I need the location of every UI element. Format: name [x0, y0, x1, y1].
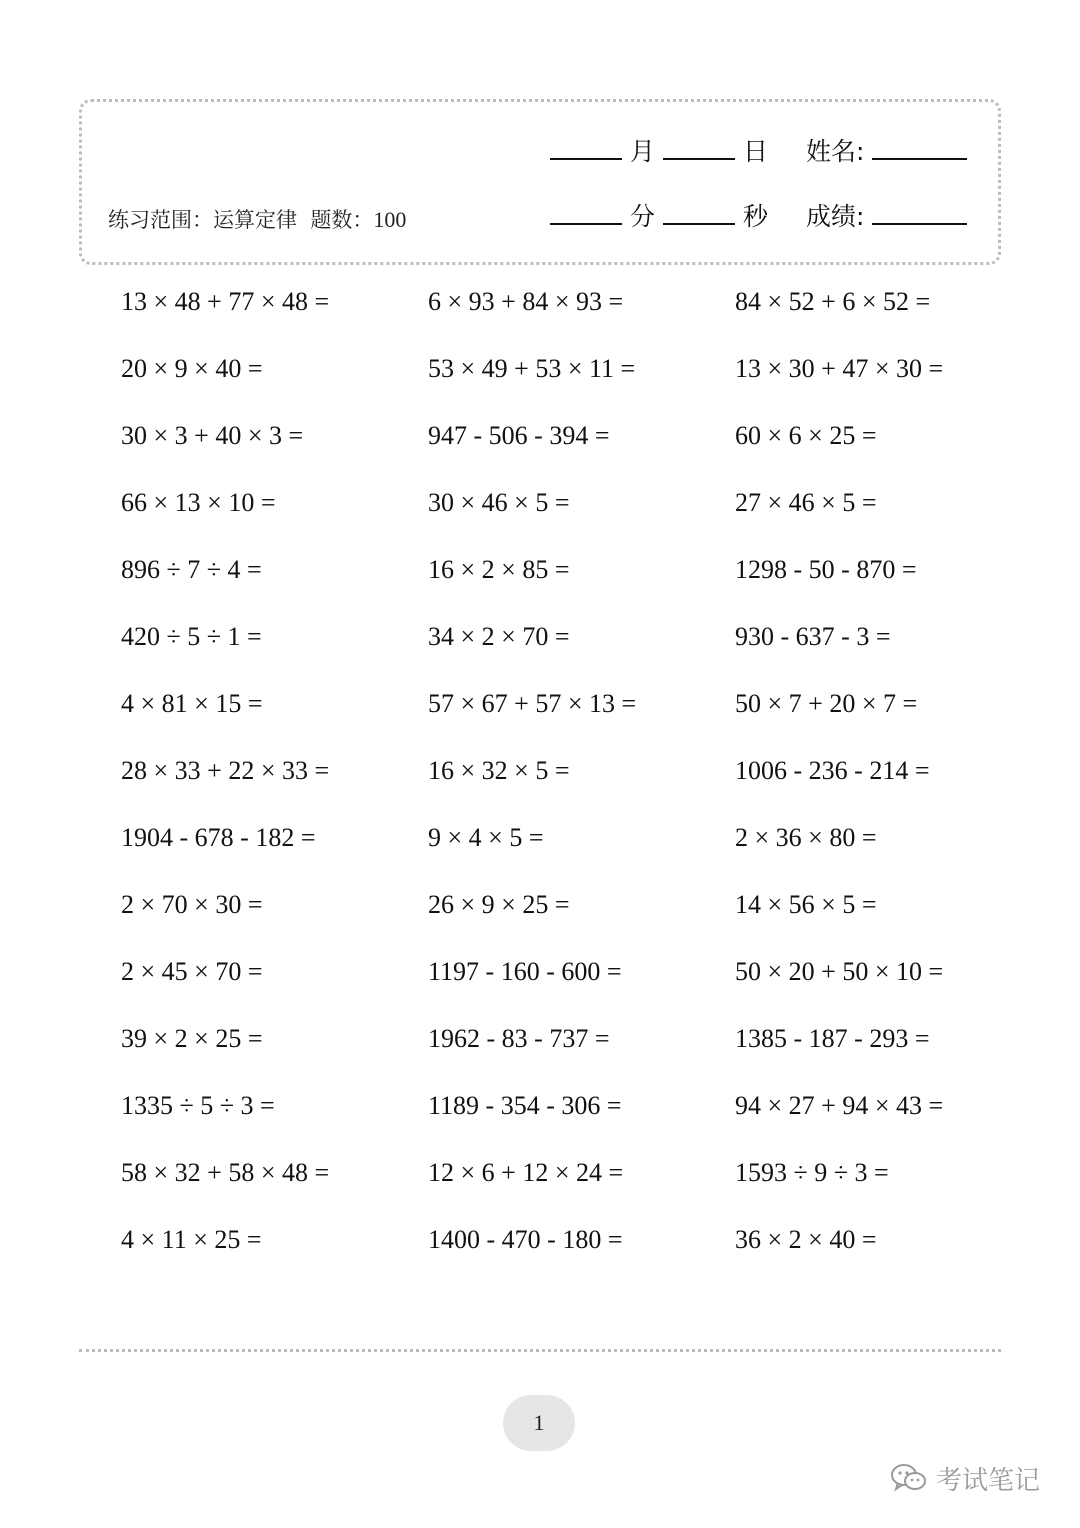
problem-item: 2 × 45 × 70 =: [121, 957, 263, 986]
day-label: 日: [743, 137, 769, 166]
minutes-label: 分: [630, 202, 656, 231]
page-number: 1: [503, 1395, 575, 1451]
problem-item: 1385 - 187 - 293 =: [735, 1024, 930, 1053]
problem-item: 1400 - 470 - 180 =: [428, 1225, 623, 1254]
problem-item: 12 × 6 + 12 × 24 =: [428, 1158, 624, 1187]
problem-item: 4 × 81 × 15 =: [121, 689, 263, 718]
problem-item: 57 × 67 + 57 × 13 =: [428, 689, 637, 718]
problem-item: 60 × 6 × 25 =: [735, 421, 877, 450]
scope-label: 练习范围：运算定律: [108, 208, 297, 232]
problem-item: 26 × 9 × 25 =: [428, 890, 570, 919]
problem-item: 30 × 3 + 40 × 3 =: [121, 421, 304, 450]
problem-item: 9 × 4 × 5 =: [428, 823, 544, 852]
watermark: [890, 1458, 1040, 1498]
count-label: 题数：: [310, 208, 374, 232]
problem-item: 2 × 36 × 80 =: [735, 823, 877, 852]
minutes-blank[interactable]: [550, 223, 622, 225]
worksheet-header: [79, 99, 1001, 265]
problem-item: 420 ÷ 5 ÷ 1 =: [121, 622, 262, 651]
problem-item: 28 × 33 + 22 × 33 =: [121, 756, 330, 785]
problem-item: 6 × 93 + 84 × 93 =: [428, 287, 624, 316]
month-label: 月: [630, 137, 656, 166]
wechat-icon: [890, 1462, 928, 1494]
problem-item: 1335 ÷ 5 ÷ 3 =: [121, 1091, 275, 1120]
problem-item: 53 × 49 + 53 × 11 =: [428, 354, 636, 383]
problem-item: 13 × 48 + 77 × 48 =: [121, 287, 330, 316]
seconds-blank[interactable]: [663, 223, 735, 225]
problem-item: 20 × 9 × 40 =: [121, 354, 263, 383]
problem-item: 34 × 2 × 70 =: [428, 622, 570, 651]
name-blank[interactable]: [872, 158, 967, 160]
problem-item: 1298 - 50 - 870 =: [735, 555, 917, 584]
problem-item: 930 - 637 - 3 =: [735, 622, 891, 651]
problem-item: 2 × 70 × 30 =: [121, 890, 263, 919]
problem-item: 896 ÷ 7 ÷ 4 =: [121, 555, 262, 584]
month-blank[interactable]: [550, 158, 622, 160]
problem-item: 1904 - 678 - 182 =: [121, 823, 316, 852]
problem-item: 36 × 2 × 40 =: [735, 1225, 877, 1254]
problem-item: 947 - 506 - 394 =: [428, 421, 610, 450]
problem-item: 1006 - 236 - 214 =: [735, 756, 930, 785]
problem-item: 4 × 11 × 25 =: [121, 1225, 262, 1254]
problem-item: 16 × 2 × 85 =: [428, 555, 570, 584]
count-value: 100: [373, 207, 407, 232]
problem-item: 1593 ÷ 9 ÷ 3 =: [735, 1158, 889, 1187]
score-blank[interactable]: [872, 223, 967, 225]
problem-item: 39 × 2 × 25 =: [121, 1024, 263, 1053]
problem-item: 30 × 46 × 5 =: [428, 488, 570, 517]
name-label: 姓名:: [806, 137, 865, 166]
problem-item: 13 × 30 + 47 × 30 =: [735, 354, 944, 383]
score-label: 成绩:: [806, 202, 865, 231]
day-blank[interactable]: [663, 158, 735, 160]
footer-divider: [79, 1349, 1001, 1352]
problem-item: 94 × 27 + 94 × 43 =: [735, 1091, 944, 1120]
problem-item: 1962 - 83 - 737 =: [428, 1024, 610, 1053]
problem-item: 50 × 20 + 50 × 10 =: [735, 957, 944, 986]
problem-item: 14 × 56 × 5 =: [735, 890, 877, 919]
seconds-label: 秒: [743, 202, 769, 231]
problem-item: 50 × 7 + 20 × 7 =: [735, 689, 918, 718]
problem-item: 84 × 52 + 6 × 52 =: [735, 287, 931, 316]
problem-item: 58 × 32 + 58 × 48 =: [121, 1158, 330, 1187]
problem-item: 27 × 46 × 5 =: [735, 488, 877, 517]
problem-item: 1197 - 160 - 600 =: [428, 957, 622, 986]
problem-item: 1189 - 354 - 306 =: [428, 1091, 622, 1120]
problem-item: 16 × 32 × 5 =: [428, 756, 570, 785]
practice-scope: [108, 204, 406, 234]
problem-item: 66 × 13 × 10 =: [121, 488, 276, 517]
watermark-text: 考试笔记: [936, 1465, 1041, 1496]
